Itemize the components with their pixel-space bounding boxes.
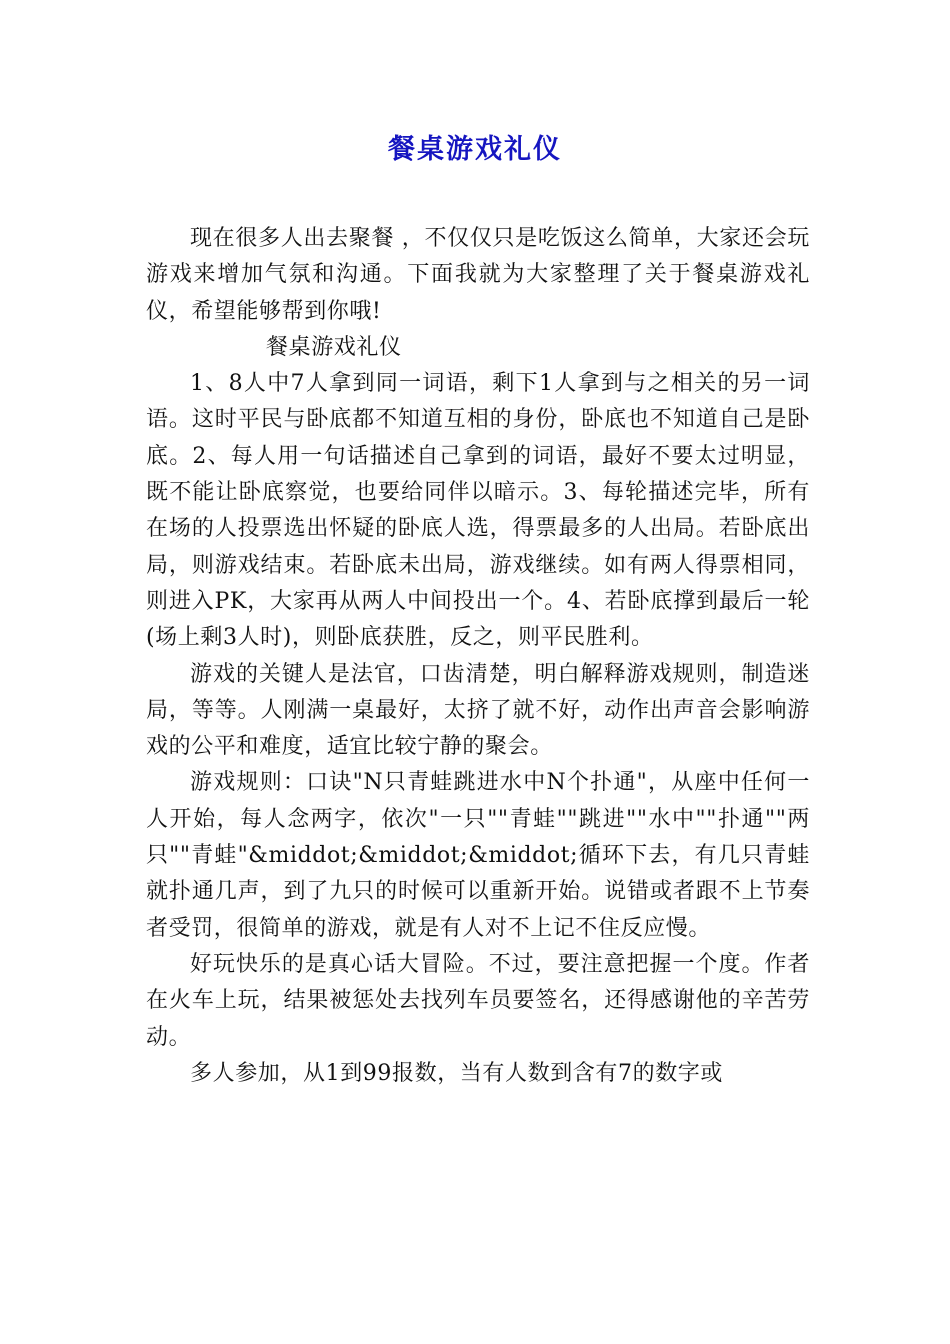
counting-game-paragraph: 多人参加，从1到99报数，当有人数到含有7的数字或 — [190, 1060, 723, 1086]
frog-game-paragraph: 游戏规则：口诀"N只青蛙跳进水中N个扑通"，从座中任何一人开始，每人念两字，依次"一只""青蛙""跳进""水中""扑通""两只""青蛙"&middot;&middot;&middot;循环下去，有几只青蛙就扑通几声，到了九只的时候可以重新开始。说错或者跟不上节奏者受罚，很简单的游戏，就是有人对不上记不住反应慢。 — [146, 770, 810, 941]
document-title: 餐桌游戏礼仪 — [388, 134, 562, 165]
truth-or-dare-paragraph: 好玩快乐的是真心话大冒险。不过，要注意把握一个度。作者在火车上玩，结果被惩处去找列车员要签名，还得感谢他的辛苦劳动。 — [146, 951, 810, 1050]
intro-paragraph: 现在很多人出去聚餐 ，不仅仅只是吃饭这么简单，大家还会玩游戏来增加气氛和沟通。下面我就为大家整理了关于餐桌游戏礼仪，希望能够帮到你哦! — [146, 226, 810, 324]
section-heading: 餐桌游戏礼仪 — [266, 334, 402, 360]
document-body — [146, 221, 810, 1092]
rules-paragraph: 1、8人中7人拿到同一词语，剩下1人拿到与之相关的另一词语。这时平民与卧底都不知道互相的身份，卧底也不知道自己是卧底。2、每人用一句话描述自己拿到的词语，最好不要太过明显，既不能让卧底察觉，也要给同伴以暗示。3、每轮描述完毕，所有在场的人投票选出怀疑的卧底人选，得票最多的人出局。若卧底出局，则游戏结束。若卧底未出局，游戏继续。如有两人得票相同，则进入PK，大家再从两人中间投出一个。4、若卧底撑到最后一轮(场上剩3人时)，则卧底获胜，反之，则平民胜利。 — [146, 371, 810, 651]
judge-paragraph: 游戏的关键人是法官，口齿清楚，明白解释游戏规则，制造迷局，等等。人刚满一桌最好，太挤了就不好，动作出声音会影响游戏的公平和难度，适宜比较宁静的聚会。 — [146, 661, 810, 760]
